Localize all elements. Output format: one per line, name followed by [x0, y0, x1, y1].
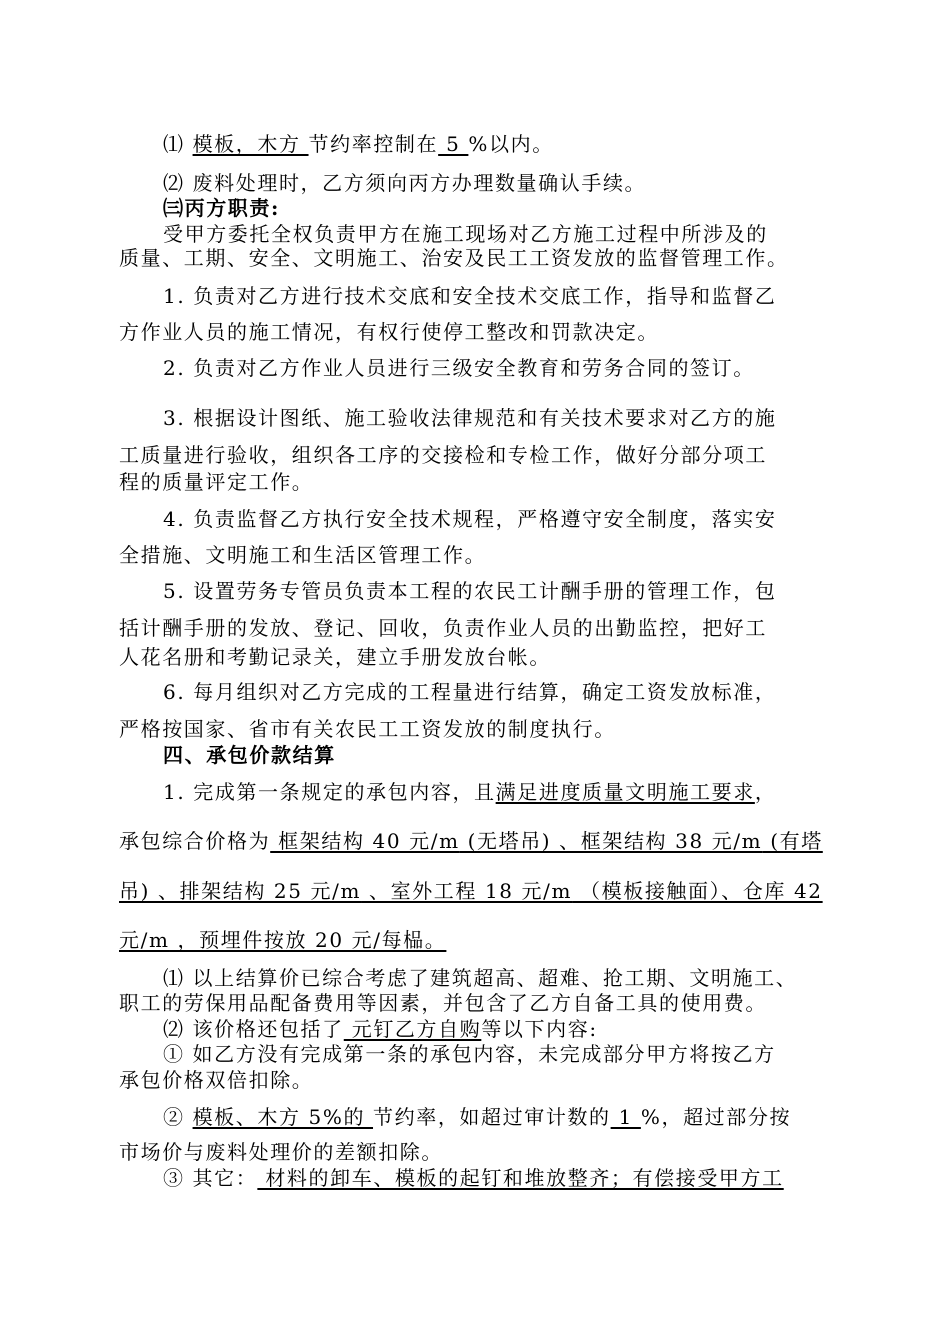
- pricing-item-1: 1. 完成第一条规定的承包内容，且满足进度质量文明施工要求，: [163, 780, 777, 804]
- underlined-fill: 材料的卸车、模板的起钉和堆放整齐；有偿接受甲方工: [257, 1166, 784, 1190]
- clause-3-2-2: ⑵ 废料处理时，乙方须向丙方办理数量确认手续。: [163, 171, 647, 195]
- underlined-fill: 1: [610, 1105, 641, 1129]
- underlined-fill: 模板，木方: [192, 132, 309, 156]
- list-item-3-cont: 工质量进行验收，组织各工序的交接检和专检工作，做好分部分项工: [119, 443, 767, 467]
- list-item-2: 2. 负责对乙方作业人员进行三级安全教育和劳务合同的签订。: [163, 356, 755, 380]
- list-item-5-cont: 人花名册和考勤记录关，建立手册发放台帐。: [119, 645, 551, 669]
- pricing-note-2: ⑵ 该价格还包括了 元钉乙方自购等以下内容:: [163, 1017, 598, 1041]
- underlined-fill: 元/m ，预埋件按放 20 元/每榀。: [119, 928, 447, 952]
- underlined-fill: 元钉乙方自购: [343, 1017, 482, 1041]
- sub-item-1: ① 如乙方没有完成第一条的承包内容，未完成部分甲方将按乙方: [163, 1042, 776, 1066]
- list-item-3: 3. 根据设计图纸、施工验收法律规范和有关技术要求对乙方的施: [163, 406, 777, 430]
- pricing-line: [119, 879, 823, 903]
- sub-item-1-cont: 承包价格双倍扣除。: [119, 1068, 314, 1092]
- list-item-4: 4. 负责监督乙方执行安全技术规程，严格遵守安全制度，落实安: [163, 507, 777, 531]
- list-item-3-cont: 程的质量评定工作。: [119, 470, 314, 494]
- list-item-4-cont: 全措施、文明施工和生活区管理工作。: [119, 543, 487, 567]
- clause-3-2-1: ⑴ 模板，木方 节约率控制在 5 %以内。: [163, 132, 554, 156]
- section-heading: ㈢丙方职责:: [163, 196, 280, 220]
- list-item-6: 6. 每月组织对乙方完成的工程量进行结算，确定工资发放标准，: [163, 680, 777, 704]
- paragraph-line: 受甲方委托全权负责甲方在施工现场对乙方施工过程中所涉及的: [163, 222, 768, 246]
- underlined-fill: 模板、木方 5%的: [192, 1105, 374, 1129]
- sub-item-2: ② 模板、木方 5%的 节约率，如超过审计数的 1 %，超过部分按: [163, 1105, 792, 1129]
- list-item-6-cont: 严格按国家、省市有关农民工工资发放的制度执行。: [119, 717, 616, 741]
- pricing-line: 承包综合价格为 框架结构 40 元/m (无塔吊) 、框架结构 38 元/m (有塔: [119, 829, 823, 853]
- underlined-fill: 吊) 、排架结构 25 元/m 、室外工程 18 元/m （模板接触面）、仓库 42: [119, 879, 823, 903]
- section-heading: 四、承包价款结算: [163, 743, 336, 767]
- list-item-1: 1. 负责对乙方进行技术交底和安全技术交底工作，指导和监督乙: [163, 284, 777, 308]
- list-item-1-cont: 方作业人员的施工情况，有权行使停工整改和罚款决定。: [119, 320, 659, 344]
- underlined-fill: 框架结构 40 元/m (无塔吊) 、框架结构 38 元/m (有塔: [270, 829, 823, 853]
- underlined-fill: 满足进度质量文明施工要求: [495, 780, 755, 804]
- sub-item-2-cont: 市场价与废料处理价的差额扣除。: [119, 1140, 443, 1164]
- sub-item-3: ③ 其它： 材料的卸车、模板的起钉和堆放整齐；有偿接受甲方工: [163, 1166, 784, 1190]
- list-item-5: 5. 设置劳务专管员负责本工程的农民工计酬手册的管理工作，包: [163, 579, 777, 603]
- pricing-line: [119, 928, 446, 952]
- pricing-note-1-cont: 职工的劳保用品配备费用等因素，并包含了乙方自备工具的使用费。: [119, 991, 767, 1015]
- paragraph-line: 质量、工期、安全、文明施工、治安及民工工资发放的监督管理工作。: [119, 246, 789, 270]
- underlined-fill: 5: [438, 132, 469, 156]
- pricing-note-1: ⑴ 以上结算价已综合考虑了建筑超高、超难、抢工期、文明施工、: [163, 966, 798, 990]
- list-item-5-cont: 括计酬手册的发放、登记、回收，负责作业人员的出勤监控，把好工: [119, 616, 767, 640]
